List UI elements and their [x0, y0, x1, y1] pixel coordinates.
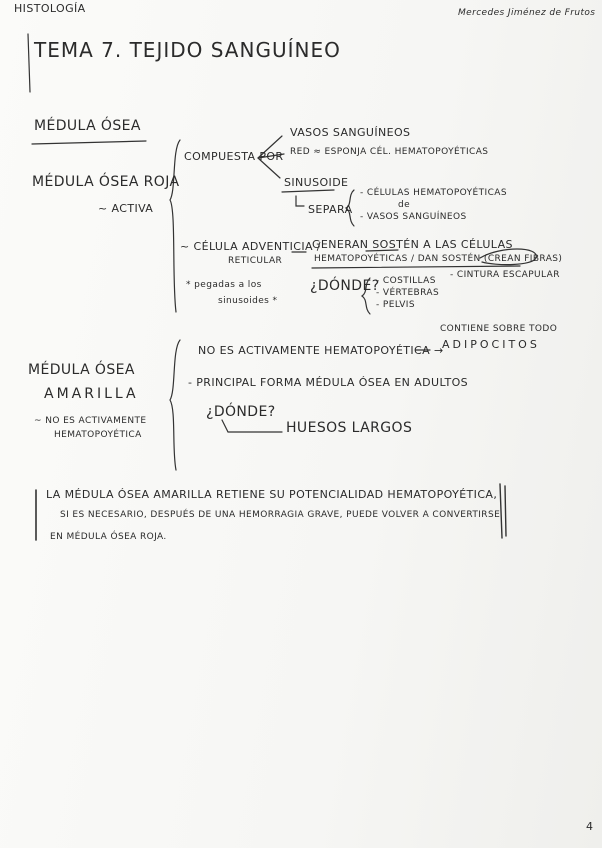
sinusoide: SINUSOIDE	[284, 176, 349, 189]
amarilla-note-1: ~ NO ES ACTIVAMENTE	[34, 416, 147, 426]
separa-hook	[296, 196, 304, 206]
compuesta-por: COMPUESTA POR	[184, 150, 284, 163]
title-bracket	[28, 34, 30, 92]
author-name: Mercedes Jiménez de Frutos	[458, 8, 596, 18]
subject-label: HISTOLOGÍA	[14, 2, 86, 15]
box-line-2: SI ES NECESARIO, DESPUÉS DE UNA HEMORRAGIA GRAVE, PUEDE VOLVER A CONVERTIRSE	[60, 510, 501, 520]
roja-sub: ~ ACTIVA	[98, 202, 154, 215]
section-underline	[32, 141, 146, 144]
adipocitos: ADIPOCITOS	[442, 338, 540, 351]
separa-de: de	[398, 200, 411, 210]
roja-label: MÉDULA ÓSEA ROJA	[32, 174, 180, 190]
huesos-largos: HUESOS LARGOS	[286, 420, 413, 436]
location-pelvis: - PELVIS	[376, 300, 415, 310]
vasos-sanguineos: VASOS SANGUÍNEOS	[290, 126, 411, 139]
location-cintura: - CINTURA ESCAPULAR	[450, 270, 560, 280]
amarilla-point-2: - PRINCIPAL FORMA MÉDULA ÓSEA EN ADULTOS	[188, 376, 469, 389]
section-title: MÉDULA ÓSEA	[34, 118, 141, 134]
amarilla-label-1: MÉDULA ÓSEA	[28, 362, 135, 378]
separa: SEPARA	[308, 203, 353, 216]
adventicia-line1: ~ CÉLULA ADVENTICIA /	[180, 240, 321, 253]
generan-line1: GENERAN SOSTÉN A LAS CÉLULAS	[312, 238, 513, 251]
generan-underline	[312, 266, 520, 268]
location-costillas: - COSTILLAS	[376, 276, 436, 286]
box-line-3: EN MÉDULA ÓSEA ROJA.	[50, 532, 167, 542]
location-vertebras: - VÉRTEBRAS	[376, 288, 440, 298]
page-number: 4	[586, 820, 594, 833]
page-title: TEMA 7. TEJIDO SANGUÍNEO	[34, 38, 341, 62]
amarilla-note-2: HEMATOPOYÉTICA	[54, 430, 142, 440]
separa-item-1: - CÉLULAS HEMATOPOYÉTICAS	[360, 188, 507, 198]
adventicia-line2: RETICULAR	[228, 256, 283, 266]
contiene-sobre-todo: CONTIENE SOBRE TODO	[440, 324, 558, 334]
pegadas-line2: sinusoides *	[218, 296, 278, 306]
roja-donde: ¿DÓNDE?	[310, 278, 380, 294]
box-right-bracket	[500, 484, 506, 538]
pegadas-line1: * pegadas a los	[186, 280, 262, 290]
huesos-arrow	[222, 420, 282, 432]
sinusoide-underline	[282, 190, 334, 192]
red-esponja: RED ≈ ESPONJA CÉL. HEMATOPOYÉTICAS	[290, 147, 489, 157]
generan-line2: HEMATOPOYÉTICAS / DAN SOSTÉN (CREAN FIBRAS)	[314, 254, 563, 264]
separa-item-2: - VASOS SANGUÍNEOS	[360, 212, 467, 222]
roja-brace	[170, 140, 180, 312]
amarilla-brace	[170, 340, 180, 470]
amarilla-label-2: AMARILLA	[44, 386, 139, 402]
amarilla-point-1: NO ES ACTIVAMENTE HEMATOPOYÉTICA →	[198, 344, 444, 357]
box-line-1: LA MÉDULA ÓSEA AMARILLA RETIENE SU POTENCIALIDAD HEMATOPOYÉTICA,	[46, 488, 498, 501]
amarilla-donde: ¿DÓNDE?	[206, 404, 276, 420]
